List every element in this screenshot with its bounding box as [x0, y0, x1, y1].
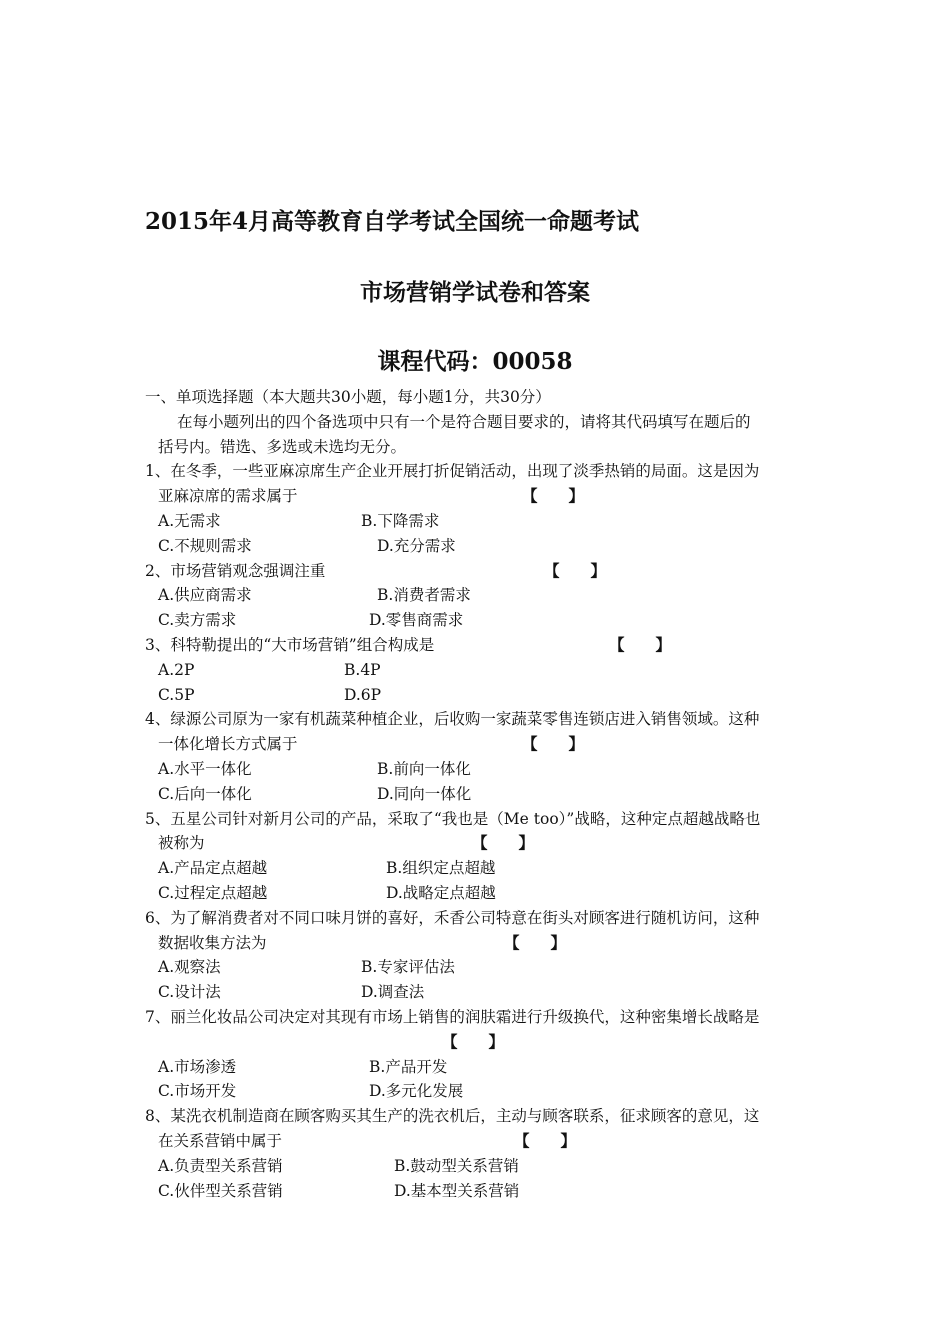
option-a: A.市场渗透: [158, 1057, 237, 1076]
option-b: B.消费者需求: [377, 586, 471, 605]
question-4-stem-text: 一体化增长方式属于: [158, 735, 298, 754]
question-7-stem: 7、丽兰化妆品公司决定对其现有市场上销售的润肤霜进行升级换代，这种密集增长战略是: [145, 1007, 760, 1026]
question-5-options-row: [145, 881, 810, 906]
option-c: C.伙伴型关系营销: [158, 1181, 283, 1200]
option-b: B.下降需求: [361, 511, 440, 530]
option-c: C.市场开发: [158, 1082, 237, 1101]
question-6-stem: 6、为了解消费者对不同口味月饼的喜好，禾香公司特意在街头对顾客进行随机访问，这种: [145, 908, 760, 927]
option-c: C.不规则需求: [158, 536, 252, 555]
question-5-stem-cont: [145, 831, 810, 856]
question-8-stem-cont: [145, 1129, 810, 1154]
exam-subject-title: 市场营销学试卷和答案: [360, 279, 590, 306]
option-b: B.前向一体化: [377, 759, 471, 778]
question-5-stem-text: 被称为: [158, 834, 205, 853]
option-a: A.水平一体化: [158, 759, 252, 778]
question-6-options-row: [145, 980, 810, 1005]
answer-bracket: 【 】: [442, 1031, 505, 1051]
question-2-options-row: [145, 608, 810, 633]
question-7-bracket-row: [145, 1030, 810, 1055]
option-c: C.5P: [158, 685, 195, 704]
question-4-options-row: [145, 782, 810, 807]
question-6-options-row: [145, 955, 810, 980]
answer-bracket: 【 】: [544, 560, 607, 580]
option-a: A.产品定点超越: [158, 859, 268, 878]
option-a: A.2P: [158, 660, 195, 679]
question-8-options-row: [145, 1179, 810, 1204]
question-1-options-row: [145, 509, 810, 534]
option-b: B.4P: [344, 660, 381, 679]
option-a: A.无需求: [158, 511, 221, 530]
question-3-stem: [145, 633, 810, 658]
option-b: B.产品开发: [369, 1057, 448, 1076]
question-3-options-row: [145, 658, 810, 683]
question-2-stem-text: 2、市场营销观念强调注重: [145, 561, 326, 580]
answer-bracket: 【 】: [504, 932, 567, 952]
option-d: D.多元化发展: [369, 1082, 464, 1101]
exam-title: 2015年4月高等教育自学考试全国统一命题考试: [145, 208, 640, 235]
section-heading: 一、单项选择题（本大题共30小题，每小题1分，共30分）: [145, 388, 551, 406]
option-d: D.6P: [344, 685, 382, 704]
answer-bracket: 【 】: [609, 634, 672, 654]
option-c: C.设计法: [158, 983, 221, 1002]
question-1-stem-text: 亚麻凉席的需求属于: [158, 487, 298, 506]
option-c: C.过程定点超越: [158, 883, 268, 902]
option-a: A.观察法: [158, 958, 221, 977]
option-d: D.零售商需求: [369, 611, 464, 630]
question-2-stem: [145, 559, 810, 584]
option-c: C.卖方需求: [158, 611, 237, 630]
instructions-line: 括号内。错选、多选或未选均无分。: [158, 437, 407, 456]
question-5-stem: 5、五星公司针对新月公司的产品，采取了“我也是（Me too）”战略，这种定点超越战略也: [145, 809, 761, 828]
option-a: A.负责型关系营销: [158, 1156, 283, 1175]
instructions-line: 在每小题列出的四个备选项中只有一个是符合题目要求的，请将其代码填写在题后的: [177, 412, 751, 431]
question-3-stem-text: 3、科特勒提出的“大市场营销”组合构成是: [145, 635, 435, 654]
option-d: D.调查法: [361, 983, 425, 1002]
option-b: B.鼓动型关系营销: [394, 1156, 519, 1175]
question-7-options-row: [145, 1055, 810, 1080]
question-4-stem: 4、绿源公司原为一家有机蔬菜种植企业，后收购一家蔬菜零售连锁店进入销售领域。这种: [145, 710, 760, 729]
question-1-stem-cont: [145, 484, 810, 509]
course-code: 课程代码：00058: [377, 348, 573, 375]
question-6-stem-text: 数据收集方法为: [158, 933, 267, 952]
question-2-options-row: [145, 583, 810, 608]
option-c: C.后向一体化: [158, 784, 252, 803]
answer-bracket: 【 】: [472, 833, 535, 853]
question-4-stem-cont: [145, 732, 810, 757]
question-3-options-row: [145, 683, 810, 708]
answer-bracket: 【 】: [514, 1130, 577, 1150]
question-1-options-row: [145, 534, 810, 559]
option-b: B.组织定点超越: [386, 859, 496, 878]
question-5-options-row: [145, 856, 810, 881]
option-d: D.基本型关系营销: [394, 1181, 520, 1200]
question-4-options-row: [145, 757, 810, 782]
exam-body: [145, 385, 810, 1203]
option-b: B.专家评估法: [361, 958, 455, 977]
option-d: D.战略定点超越: [386, 883, 496, 902]
option-d: D.同向一体化: [377, 784, 472, 803]
question-8-stem: 8、某洗衣机制造商在顾客购买其生产的洗衣机后，主动与顾客联系，征求顾客的意见，这: [145, 1107, 760, 1126]
question-6-stem-cont: [145, 931, 810, 956]
question-8-stem-text: 在关系营销中属于: [158, 1131, 283, 1150]
question-1-stem: 1、在冬季，一些亚麻凉席生产企业开展打折促销活动，出现了淡季热销的局面。这是因为: [145, 462, 760, 481]
answer-bracket: 【 】: [522, 734, 585, 754]
answer-bracket: 【 】: [522, 486, 585, 506]
option-d: D.充分需求: [377, 536, 456, 555]
question-7-options-row: [145, 1079, 810, 1104]
option-a: A.供应商需求: [158, 586, 252, 605]
question-8-options-row: [145, 1154, 810, 1179]
